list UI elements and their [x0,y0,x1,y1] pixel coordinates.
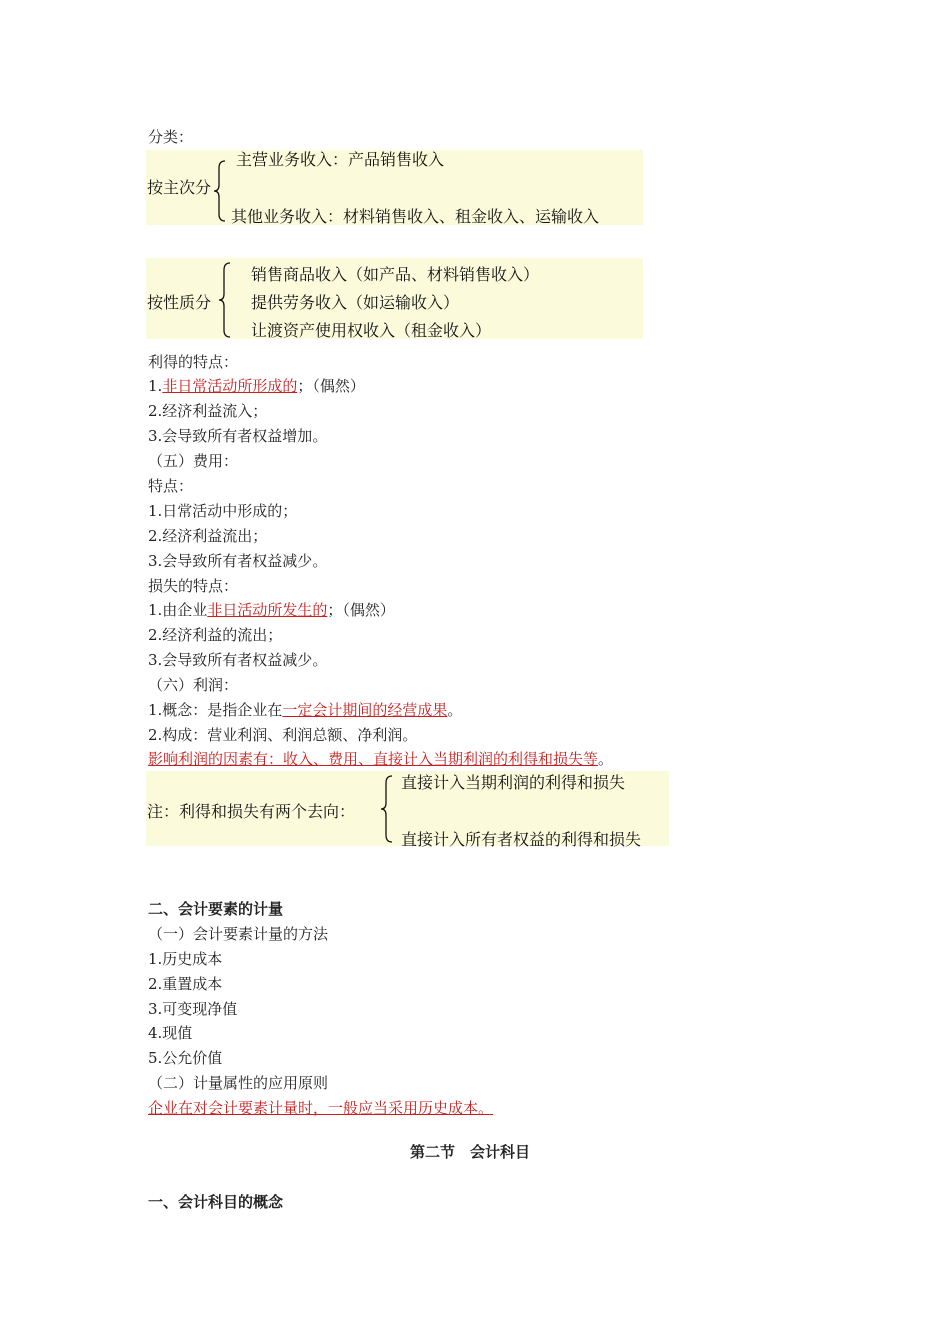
losses-item-1-note: ；（偶然） [327,601,395,619]
profit-heading: （六）利润： [148,676,239,694]
diagram2-item: 直接计入当期利润的利得和损失 [401,773,626,792]
measurement-method: 1.历史成本 [148,950,223,968]
losses-item-1 [148,600,395,620]
losses-item-1-prefix: 1.由企业 [148,601,208,619]
gains-item-1 [148,376,365,396]
profit-item-1-end: 。 [447,701,463,719]
profit-factors-end: 。 [598,750,614,768]
measurement-methods-heading: （一）会计要素计量的方法 [148,925,329,943]
expenses-title: 特点： [148,477,194,495]
diagram1-group1-label: 按主次分 [147,178,212,197]
expenses-item-3: 3.会导致所有者权益减少。 [148,552,328,570]
gains-title: 利得的特点： [148,353,239,371]
section-subtitle: 一、会计科目的概念 [148,1193,284,1211]
gains-item-1-note: ；（偶然） [297,377,365,395]
losses-item-1-highlight: 非日活动所发生的 [207,601,328,619]
gains-item-2: 2.经济利益流入； [148,402,268,420]
diagram1-group2-item: 提供劳务收入（如运输收入） [251,293,460,312]
diagram1-group1-item: 主营业务收入：产品销售收入 [236,150,445,169]
expenses-item-1: 1.日常活动中形成的； [148,502,298,520]
profit-item-1-prefix: 1.概念：是指企业在 [148,701,283,719]
measurement-method: 4.现值 [148,1024,193,1042]
losses-title: 损失的特点： [148,577,239,595]
gains-item-1-number: 1. [148,377,163,395]
brace-icon [380,775,394,843]
brace-icon [213,160,227,222]
measurement-method: 5.公允价值 [148,1049,223,1067]
diagram1-group2-label: 按性质分 [147,293,212,312]
section-title: 第二节 会计科目 [410,1143,531,1161]
measurement-method: 3.可变现净值 [148,1000,238,1018]
diagram1-group1-item: 其他业务收入：材料销售收入、租金收入、运输收入 [231,207,600,226]
measurement-method: 2.重置成本 [148,975,223,993]
profit-item-1-highlight: 一定会计期间的经营成果 [282,701,448,719]
gains-item-3: 3.会导致所有者权益增加。 [148,427,328,445]
measurement-principle-heading: （二）计量属性的应用原则 [148,1074,329,1092]
diagram1-group2-item: 让渡资产使用权收入（租金收入） [251,321,492,340]
profit-item-1 [148,700,462,720]
expenses-heading: （五）费用： [148,452,239,470]
losses-item-2: 2.经济利益的流出； [148,626,283,644]
profit-factors-highlight: 影响利润的因素有：收入、费用、直接计入当期利润的利得和损失等 [148,750,599,768]
gains-item-1-highlight: 非日常活动所形成的 [162,377,298,395]
diagram2-label: 注：利得和损失有两个去向： [147,802,356,821]
diagram2-item: 直接计入所有者权益的利得和损失 [401,830,642,849]
profit-item-2: 2.构成：营业利润、利润总额、净利润。 [148,726,418,744]
losses-item-3: 3.会导致所有者权益减少。 [148,651,328,669]
category-intro: 分类： [148,128,194,146]
measurement-title: 二、会计要素的计量 [148,900,284,918]
brace-icon [218,262,232,338]
profit-factors [148,749,613,769]
measurement-principle [148,1098,493,1118]
measurement-principle-highlight: 企业在对会计要素计量时，一般应当采用历史成本。 [148,1099,494,1117]
expenses-item-2: 2.经济利益流出； [148,527,268,545]
diagram1-group2-item: 销售商品收入（如产品、材料销售收入） [251,265,540,284]
